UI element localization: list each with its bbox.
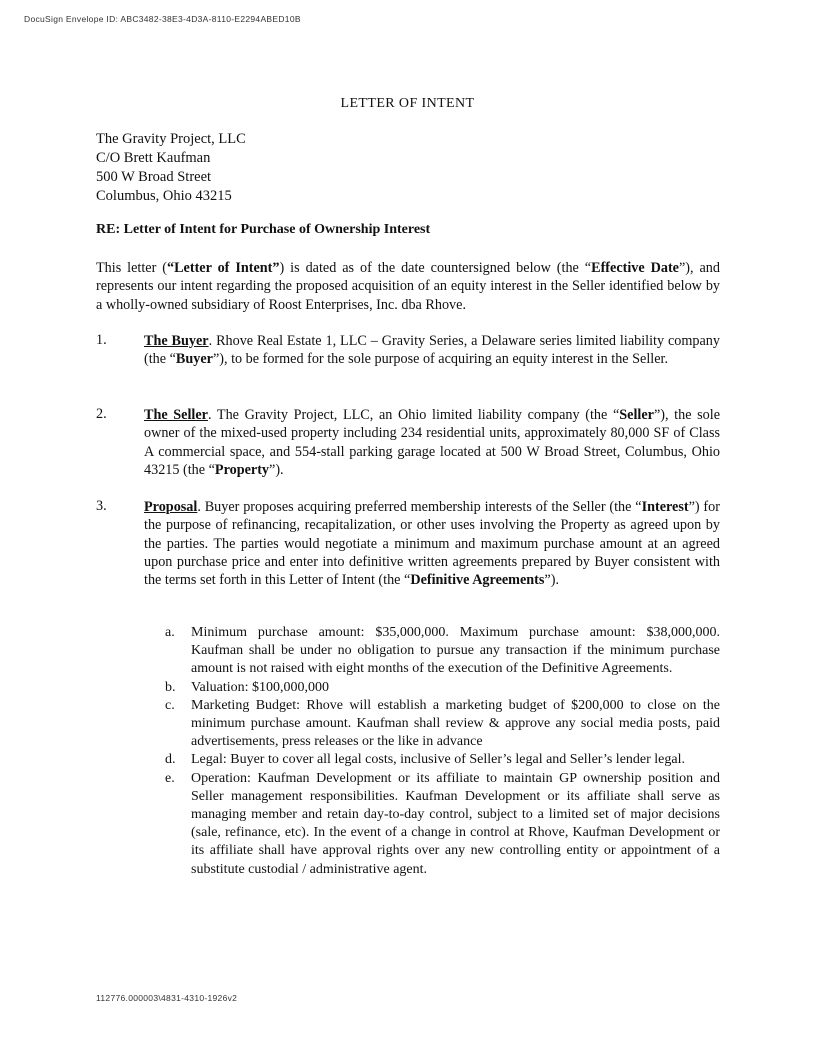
address-line: C/O Brett Kaufman (96, 150, 211, 166)
section-heading: Proposal (144, 499, 198, 515)
intro-bold-term: Effective Date (591, 260, 679, 276)
proposal-terms-list (165, 624, 720, 879)
list-item (165, 697, 720, 752)
defined-term: Property (214, 461, 270, 478)
defined-term: Buyer (175, 351, 213, 368)
list-item-text: Minimum purchase amount: $35,000,000. Maximum purchase amount: $38,000,000. Kaufman shall be under no obligation to pursue any transaction if the minimum purchase amount is not raised with eight months of the execution of the Definitive Agreements. (191, 625, 720, 677)
list-item (165, 770, 720, 879)
defined-term: Interest (641, 499, 689, 515)
list-item-letter: c. (165, 697, 175, 713)
list-item-text: Legal: Buyer to cover all legal costs, inclusive of Seller’s legal and Seller’s lender legal. (191, 752, 685, 768)
section-buyer: 1. The Buyer. Rhove Real Estate 1, LLC – Gravity Series, a Delaware series limited liability company (the “Buyer”), to be formed for the sole purpose of acquiring an equity interest in the Seller. (96, 332, 720, 368)
list-item-text: Valuation: $100,000,000 (191, 679, 330, 695)
envelope-id: DocuSign Envelope ID: ABC3482-38E3-4D3A-8110-E2294ABED10B (24, 14, 301, 24)
addressee-block (96, 130, 246, 206)
list-item-letter: b. (165, 679, 176, 695)
re-line: RE: Letter of Intent for Purchase of Ownership Interest (96, 222, 431, 237)
intro-bold-term: “Letter of Intent” (167, 260, 280, 276)
section-heading: The Buyer (144, 333, 209, 349)
list-item-text: Operation: Kaufman Development or its affiliate to maintain GP ownership position and Seller management responsibilities. Kaufman Development or its affiliate shall serve as managing member and retain day-to-day control, subject to a limited set of major decisions (sale, refinance, etc). In the event of a change in control at Rhove, Kaufman Development or its affiliate shall have approval rights over any new controlling entity or appointment of a substitute custodial / administrative agent. (191, 770, 720, 877)
section-proposal: 3. Proposal. Buyer proposes acquiring preferred membership interests of the Seller (the “Interest”) for the purpose of refinancing, recapitalization, or other uses involving the Property as agreed upon by the parties. The parties would negotiate a minimum and maximum purchase amount at an agreed upon purchase price and enter into definitive written agreements prepared by Buyer consistent with the terms set forth in this Letter of Intent (the “Definitive Agreements”). (96, 498, 720, 589)
section-number: 2. (96, 406, 107, 422)
section-seller: 2. The Seller. The Gravity Project, LLC, an Ohio limited liability company (the “Seller”), the sole owner of the mixed-used property including 234 residential units, approximately 80,000 SF of Class A commercial space, and 554-stall parking garage located at 500 W Broad Street, Columbus, Ohio 43215 (the “Property”). (96, 406, 720, 478)
page-title: LETTER OF INTENT (340, 96, 475, 111)
list-item-letter: e. (165, 770, 175, 786)
list-item (165, 624, 720, 679)
section-number: 3. (96, 498, 107, 514)
defined-term: Seller (619, 407, 654, 423)
intro-paragraph: This letter (“Letter of Intent”) is dated as of the date countersigned below (the “Effective Date”), and represents our intent regarding the proposed acquisition of an equity interest in the Seller identified below by a wholly-owned subsidiary of Roost Enterprises, Inc. dba Rhove. (96, 260, 720, 313)
address-line: Columbus, Ohio 43215 (96, 188, 232, 204)
list-item (165, 679, 720, 697)
address-line: The Gravity Project, LLC (96, 131, 246, 147)
section-number: 1. (96, 332, 107, 348)
defined-term: Definitive Agreements (410, 572, 545, 589)
list-item-text: Marketing Budget: Rhove will establish a marketing budget of $200,000 to close on the minimum purchase amount. Kaufman shall review & approve any social media posts, paid advertisements, press releases or the like in advance (191, 697, 720, 750)
section-heading: The Seller (144, 407, 208, 423)
list-item (165, 751, 720, 769)
list-item-letter: d. (165, 752, 176, 768)
document-number: 112776.000003\4831-4310-1926v2 (96, 993, 238, 1003)
list-item-letter: a. (165, 625, 175, 640)
address-line: 500 W Broad Street (96, 169, 212, 185)
